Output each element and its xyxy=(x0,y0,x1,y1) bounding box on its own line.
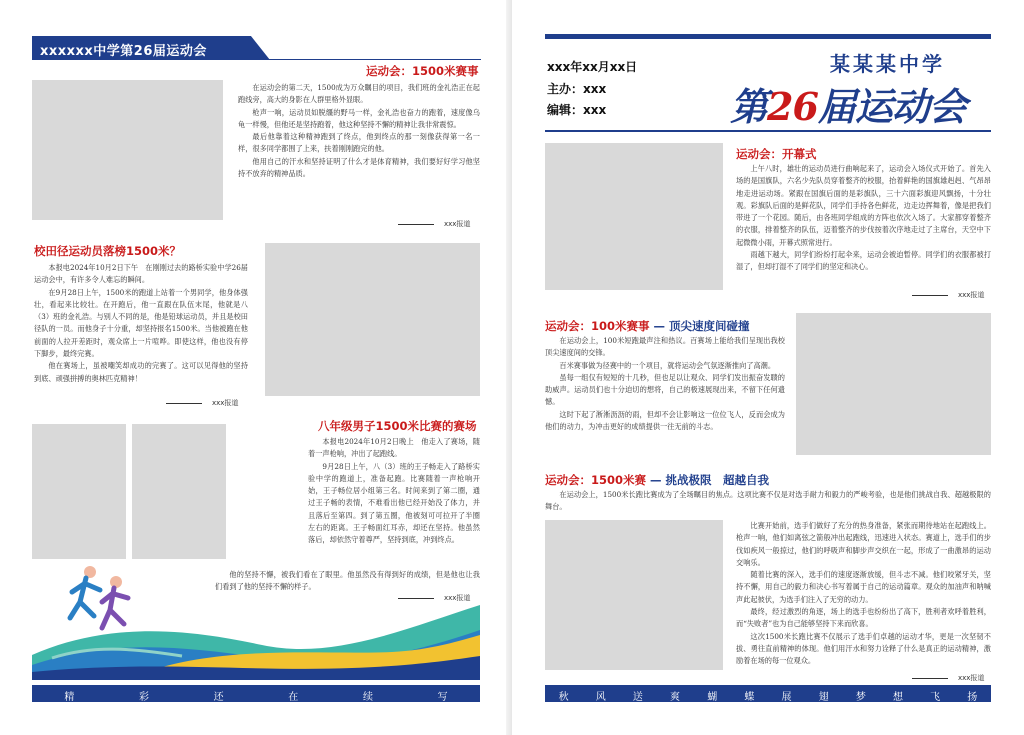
article-body xyxy=(238,82,480,212)
paragraph: 他用自己的汗水和坚持证明了什么才是体育精神，我们要好好学习他坚持不放弃的精神品质。 xyxy=(238,156,480,179)
byline: xxx报道 xyxy=(912,673,984,683)
paragraph: 他的坚持不懈，被我们看在了眼里。他虽然没有得到好的成绩，但是他也让我们看到了他的坚持不懈的样子。 xyxy=(215,570,480,592)
paragraph: 雨越下越大，同学们纷纷打起伞来，运动会被迫暂停。同学们的衣服都被打湿了，但却打湿不了同学们的坚定和决心。 xyxy=(736,250,991,272)
paragraph: 最后他靠着这种精神跑到了终点，他到终点的那一刻像获得第一名一样，很多同学都围了上来，扶着刚刚跑完的他。 xyxy=(238,132,480,154)
paragraph: 随着比赛的深入，选手们的速度逐渐放缓，但斗志不减。他们咬紧牙关，坚持不懈，用自己的毅力和决心书写着属于自己的运动篇章。观众的加油声和呐喊声此起彼伏，为选手们注入了无穷的动力。 xyxy=(736,570,991,604)
paragraph: 比赛开始前，选手们做好了充分的热身准备，紧张而期待地站在起跑线上。枪声一响，他们如离弦之箭般冲出起跑线，迅速进入状态。赛道上，选手们的步伐如疾风一般掠过，他们的呼吸声和脚步声交织在一起，形成了一曲激昂的运动交响乐。 xyxy=(736,521,991,567)
footer-slogan: 精 彩 还 在 续 写 xyxy=(64,692,448,703)
article-title: 运动会：1500米赛事 xyxy=(366,64,479,78)
paragraph: 这次1500米长跑比赛不仅展示了选手们卓越的运动才华，更是一次坚韧不拔、勇往直前精神的体现。他们用汗水和努力诠释了什么是真正的运动精神，激励着在场的每一位观众。 xyxy=(736,631,991,666)
article-body xyxy=(308,436,480,566)
image-placeholder xyxy=(132,424,226,559)
article-body xyxy=(736,163,991,287)
paragraph: 本报电2024年10月2日下午 在刚刚过去的路桥实验中学26届运动会中，有许多令人难忘的瞬间。 xyxy=(34,263,248,285)
byline: xxx报道 xyxy=(912,290,984,300)
paragraph: 最终，经过激烈的角逐，场上的选手也纷纷出了高下，胜利者欢呼着胜利，而“失败者”也为自己能够坚持下来而欣喜。 xyxy=(736,607,991,629)
paragraph: 虽每一组仅有短短的十几秒，但也足以让观众、同学们发出振奋发聩的助威声。运动员们也十分迫切的想将，自己的极速展现出来，不留下任何遗憾。 xyxy=(545,372,785,407)
article-body xyxy=(34,262,248,390)
image-placeholder xyxy=(545,520,723,670)
byline: xxx报道 xyxy=(398,593,470,603)
paragraph: 9月28日上午，八（3）班的王子畅走入了路桥实验中学的跑道上，准备起跑。比赛随着一声枪响开始，王子畅位居小组第三名。时间来到了第二圈，通过王子畅的表情，不难看出他已经开始没了体力，并且落后至第四。到了第五圈，他被刻可可拉开了半圈左右的距离。王子畅面红耳赤，却还在坚持。他虽然落后，却依然守着尊严，坚持到底，冲到终点。 xyxy=(308,461,480,545)
article-title: 运动会：开幕式 xyxy=(736,147,817,161)
editor: 编辑：xxx xyxy=(547,103,607,117)
footer-bar xyxy=(32,685,480,702)
paragraph: 在运动会上，100米短跑最声注和热议。百赛场上能给我们呈现出我校顶尖速度间的交锋。 xyxy=(545,336,785,358)
masthead-title: 第26届运动会 xyxy=(730,84,966,129)
article-title: 运动会：100米赛事 — 顶尖速度间碰撞 xyxy=(545,319,750,333)
footer-bar xyxy=(545,685,991,702)
article-body xyxy=(545,335,785,455)
image-placeholder xyxy=(796,313,991,455)
article-title: 运动会：1500米赛 — 挑战极限 超越自我 xyxy=(545,473,770,487)
article-body-lead xyxy=(545,489,991,515)
byline: xxx报道 xyxy=(398,219,470,229)
masthead-top-rule xyxy=(545,34,991,39)
article-title: 八年级男子1500米比赛的赛场 xyxy=(318,419,477,433)
banner-title: xxxxxx中学第26届运动会 xyxy=(40,44,207,59)
image-placeholder xyxy=(32,424,126,559)
article-body xyxy=(736,520,991,670)
masthead-bottom-rule xyxy=(545,130,991,132)
paragraph: 上午八时，雄壮的运动员进行曲响起来了，运动会入场仪式开始了。首先入场的是国旗队，六名少先队员穿着整齐的校服，抬着鲜艳的国旗雄赳赳、气昂昂地走进运动场。紧跟在国旗后面的是彩旗队，三十六面彩旗迎风飘扬，十分壮观。彩旗队后面的是鲜花队，同学们手持各色鲜花，边走边挥舞着，像是把我们带进了一个花园。随后，由各班同学组成的方阵也依次入场了。大家都穿着整齐的衣服，排着整齐的队伍，迈着整齐的步伐按着次序地走过了主席台，天空中下起微微小雨，开幕式照常进行。 xyxy=(736,164,991,247)
paragraph: 在运动会的第二天，1500成为万众瞩目的项目，我们班的金礼浩正在起跑线旁，高大的身影在人群里格外显眼。 xyxy=(238,83,480,105)
image-placeholder xyxy=(545,143,723,290)
paragraph: 这时下起了淅淅沥沥的雨，但却不会让影响这一位位飞人，反而会成为他们的动力，为冲击更好的成绩提供一往无前的斗志。 xyxy=(545,409,785,432)
footer-slogan: 秋 风 送 爽 蝴 蝶 展 翅 梦 想 飞 扬 xyxy=(558,692,978,703)
publisher: 主办：xxx xyxy=(547,82,607,96)
paragraph: 在运动会上，1500米长跑比赛成为了全场瞩目的焦点。这项比赛不仅是对选手耐力和毅力的严峻考验，也是他们挑战自我、超越极限的舞台。 xyxy=(545,490,991,512)
paragraph: 枪声一响，运动员如脱缰的野马一样，金礼浩也奋力的跑着，速度像乌龟一样慢，但他还是坚持跑着，他这种坚持不懈的精神让我非常震惊。 xyxy=(238,107,480,129)
byline: xxx报道 xyxy=(166,398,238,408)
paragraph: 他在赛场上，虽被嘲笑却成功的完赛了。这可以见得他的坚持到底、顽强拼搏的奥林匹克精神！ xyxy=(34,361,248,383)
image-placeholder xyxy=(32,80,223,220)
runners-wave-illustration xyxy=(32,560,480,680)
paragraph: 百米赛事做为径赛中的一个项目，就将运动会气氛逐渐推向了高潮。 xyxy=(559,360,776,370)
school-name: 某某某中学 xyxy=(830,52,945,76)
image-placeholder xyxy=(265,243,480,396)
article-title: 校田径运动员落榜1500米？ xyxy=(34,244,182,258)
banner-rule xyxy=(255,59,481,60)
paragraph: 在9月28日上午，1500米的跑道上站着一个男同学，他身体强壮，看起来比较壮。在开跑后，他一直跟在队伍末尾，他就是八（3）班的金礼浩。与别人不同的是，他是铅球运动员，并且是校田径队的一员。而他身子十分重，却坚持报名1500米。当他被跑在他前面的人拉开差距时，观众席上一片喧哗。即使这样，他也没有停下脚步，最终完赛。 xyxy=(34,287,248,359)
paragraph: 本报电2024年10月2日晚上 他走入了赛场，随着一声枪响，冲出了起跑线。 xyxy=(308,437,480,459)
issue-date: xxx年xx月xx日 xyxy=(547,60,638,74)
